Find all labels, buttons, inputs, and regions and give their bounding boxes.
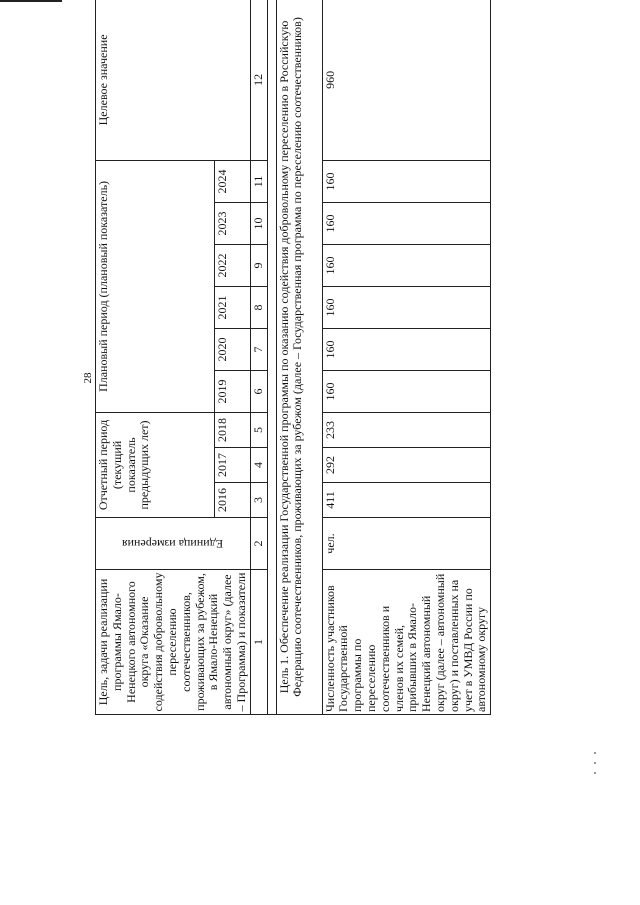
scan-specks [592, 752, 598, 782]
value-2021: 160 [322, 286, 491, 328]
column-number: 12 [250, 0, 267, 160]
separator-row [267, 0, 276, 715]
corner-mark [0, 0, 62, 2]
year-2017: 2017 [214, 448, 250, 483]
value-2019: 160 [322, 370, 491, 412]
year-2018: 2018 [214, 412, 250, 447]
header-indicator: Цель, задачи реализации программы Ямало-Ненецкого автономного округа «Оказание содействия добровольному переселению соотечественников, проживающих за рубежом, в Ямало-Ненецкий автономный округ» (далее – Программа) и показатели [96, 570, 251, 715]
column-number: 11 [250, 160, 267, 202]
indicator-unit: чел. [322, 518, 491, 570]
page-number: 28 [82, 372, 94, 384]
year-2023: 2023 [214, 202, 250, 244]
value-2018: 233 [322, 412, 491, 447]
column-number: 9 [250, 244, 267, 286]
column-number: 3 [250, 483, 267, 518]
year-2019: 2019 [214, 370, 250, 412]
header-unit-cell [96, 518, 251, 570]
value-2020: 160 [322, 328, 491, 370]
column-number: 7 [250, 328, 267, 370]
column-number: 5 [250, 412, 267, 447]
indicators-table [95, 0, 491, 715]
indicator-text: Численность участников Государственной программы по переселению соотечественников и членов их семей, прибывших в Ямало-Ненецкий автономный округ (далее – автономный округ) и поставленных на учет в УМВД России по автономному округу [322, 570, 491, 715]
rotated-table-frame [95, 17, 489, 715]
year-2016: 2016 [214, 483, 250, 518]
value-2023: 160 [322, 202, 491, 244]
year-2020: 2020 [214, 328, 250, 370]
year-2024: 2024 [214, 160, 250, 202]
value-2024: 160 [322, 160, 491, 202]
year-2022: 2022 [214, 244, 250, 286]
header-planned-period: Плановый период (плановый показатель) [96, 160, 215, 412]
value-2022: 160 [322, 244, 491, 286]
column-number: 4 [250, 448, 267, 483]
column-number: 8 [250, 286, 267, 328]
column-number: 2 [250, 518, 267, 570]
header-target: Целевое значение [96, 0, 251, 160]
column-number: 1 [250, 570, 267, 715]
goal-1-text: Цель 1. Обеспечение реализации Государственной программы по оказанию содействия добровольному переселению в Российскую Федерацию соотечественников, проживающих за рубежом (далее – Государственная программа по переселению соотечественников) [276, 0, 322, 715]
header-unit: Единица измерения [122, 537, 224, 552]
column-number: 10 [250, 202, 267, 244]
value-target: 960 [322, 0, 491, 160]
header-reporting-period: Отчетный период (текущий показатель предыдущих лет) [96, 412, 215, 517]
value-2016: 411 [322, 483, 491, 518]
value-2017: 292 [322, 448, 491, 483]
year-2021: 2021 [214, 286, 250, 328]
rotated-table-wrapper [95, 17, 489, 715]
column-number: 6 [250, 370, 267, 412]
